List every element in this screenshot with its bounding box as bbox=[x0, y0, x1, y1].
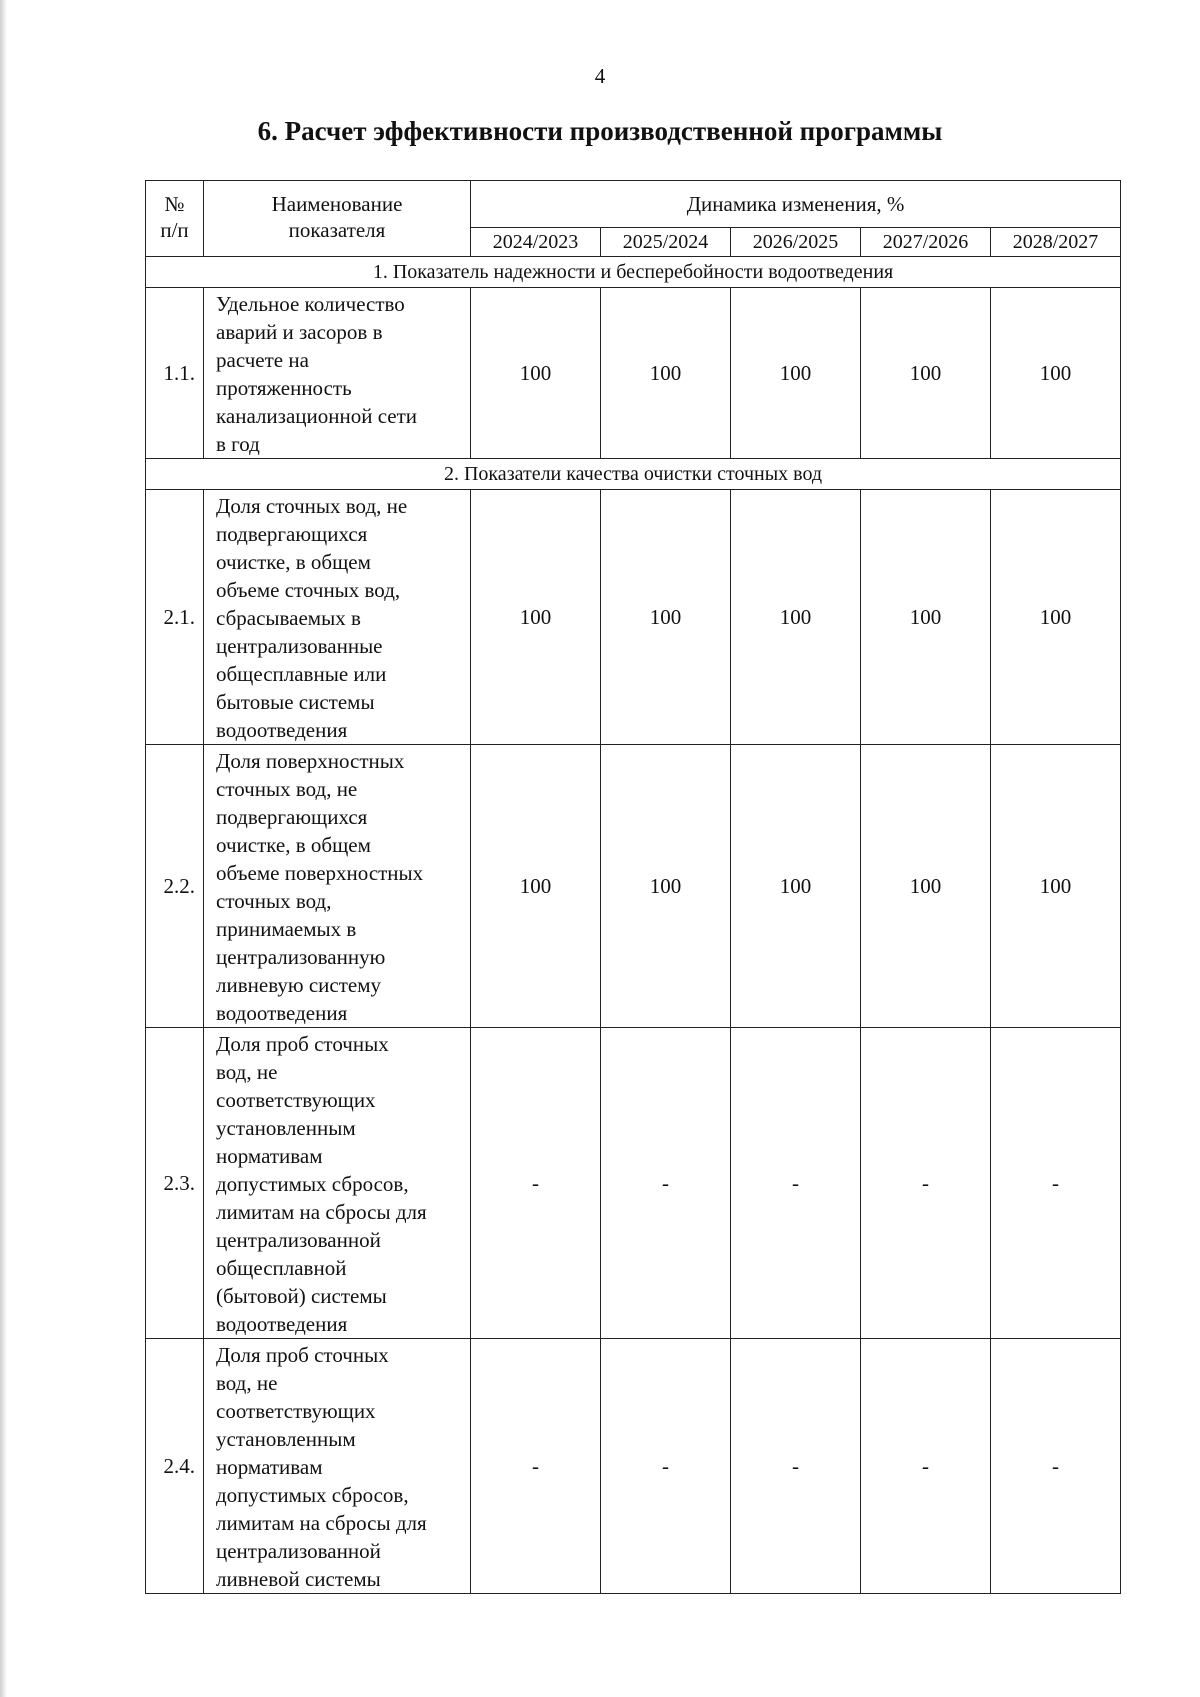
indicator-name: Доля сточных вод, не подвергающихся очистке, в общем объеме сточных вод, сбрасываемых в централизованные общесплавные или бытовые системы водоотведения bbox=[204, 490, 471, 745]
value-cell: 100 bbox=[861, 288, 991, 459]
value-cell: 100 bbox=[601, 490, 731, 745]
row-number: 2.1. bbox=[146, 490, 204, 745]
table-row bbox=[146, 288, 1121, 459]
value-cell: 100 bbox=[471, 490, 601, 745]
value-cell: - bbox=[601, 1339, 731, 1594]
page-number: 4 bbox=[594, 64, 606, 88]
value-cell: 100 bbox=[601, 745, 731, 1028]
value-cell: - bbox=[861, 1028, 991, 1339]
value-cell: 100 bbox=[861, 745, 991, 1028]
efficiency-table bbox=[145, 180, 1121, 1594]
value-cell: 100 bbox=[731, 288, 861, 459]
value-cell: - bbox=[731, 1339, 861, 1594]
value-cell: 100 bbox=[991, 288, 1121, 459]
value-cell: 100 bbox=[471, 745, 601, 1028]
indicator-name: Доля проб сточных вод, не соответствующих установленным нормативам допустимых сбросов, лимитам на сбросы для централизованной ливневой системы bbox=[204, 1339, 471, 1594]
header-period: 2028/2027 bbox=[991, 228, 1121, 257]
value-cell: 100 bbox=[731, 490, 861, 745]
row-number: 2.3. bbox=[146, 1028, 204, 1339]
row-number: 2.4. bbox=[146, 1339, 204, 1594]
table-row bbox=[146, 490, 1121, 745]
value-cell: - bbox=[991, 1028, 1121, 1339]
value-cell: 100 bbox=[991, 490, 1121, 745]
section-title: 1. Показатель надежности и бесперебойности водоотведения bbox=[146, 257, 1121, 288]
table-body bbox=[146, 257, 1121, 1594]
indicator-name: Доля проб сточных вод, не соответствующих установленным нормативам допустимых сбросов, лимитам на сбросы для централизованной общесплавной (бытовой) системы водоотведения bbox=[204, 1028, 471, 1339]
value-cell: - bbox=[601, 1028, 731, 1339]
value-cell: - bbox=[471, 1339, 601, 1594]
scan-edge bbox=[0, 0, 7, 1697]
row-number: 2.2. bbox=[146, 745, 204, 1028]
header-period: 2024/2023 bbox=[471, 228, 601, 257]
value-cell: 100 bbox=[861, 490, 991, 745]
value-cell: 100 bbox=[731, 745, 861, 1028]
value-cell: - bbox=[991, 1339, 1121, 1594]
indicator-name: Удельное количество аварий и засоров в расчете на протяженность канализационной сети в год bbox=[204, 288, 471, 459]
value-cell: - bbox=[471, 1028, 601, 1339]
table-row bbox=[146, 1339, 1121, 1594]
header-period: 2026/2025 bbox=[731, 228, 861, 257]
value-cell: 100 bbox=[471, 288, 601, 459]
header-dynamics: Динамика изменения, % bbox=[471, 181, 1121, 228]
header-period: 2027/2026 bbox=[861, 228, 991, 257]
row-number: 1.1. bbox=[146, 288, 204, 459]
header-num: № п/п bbox=[146, 181, 204, 257]
header-name: Наименование показателя bbox=[204, 181, 471, 257]
value-cell: 100 bbox=[601, 288, 731, 459]
value-cell: 100 bbox=[991, 745, 1121, 1028]
section-title: 2. Показатели качества очистки сточных вод bbox=[146, 459, 1121, 490]
table-row bbox=[146, 1028, 1121, 1339]
header-period: 2025/2024 bbox=[601, 228, 731, 257]
indicator-name: Доля поверхностных сточных вод, не подвергающихся очистке, в общем объеме поверхностных сточных вод, принимаемых в централизованную ливневую систему водоотведения bbox=[204, 745, 471, 1028]
value-cell: - bbox=[731, 1028, 861, 1339]
table-row bbox=[146, 745, 1121, 1028]
page-title: 6. Расчет эффективности производственной программы bbox=[257, 116, 943, 146]
value-cell: - bbox=[861, 1339, 991, 1594]
